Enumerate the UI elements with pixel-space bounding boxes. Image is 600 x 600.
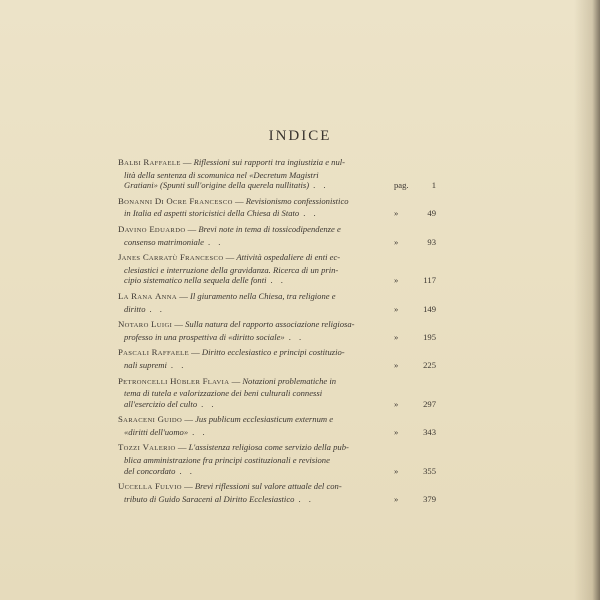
toc-page-number: 297 (423, 398, 436, 409)
toc-entry-line (118, 332, 436, 343)
toc-page-prefix: » (394, 465, 399, 476)
toc-title-text: all'esercizio del culto (124, 398, 198, 409)
toc-entry-line (118, 196, 436, 209)
toc-title-text: «diritti dell'uomo» (124, 426, 189, 437)
toc-title-text: Notazioni problematiche in (242, 375, 337, 386)
toc-entry (118, 252, 436, 286)
toc-author: TOZZI VALERIO (118, 442, 176, 453)
toc-author: JANES CARRATÙ FRANCESCO (118, 252, 224, 263)
toc-title-text: del concordato (124, 465, 176, 476)
toc-entry (118, 347, 436, 370)
toc-entry (118, 442, 436, 476)
toc-entry (118, 291, 436, 314)
toc-separator: — (232, 195, 246, 206)
toc-entry-line (118, 170, 436, 181)
toc-page-prefix: » (394, 236, 399, 247)
toc-title-text: blica amministrazione fra principi costituzionali e revisione (124, 455, 330, 466)
toc-entry-line (118, 442, 436, 455)
toc-title-text: Attività ospedaliere di enti ec- (236, 252, 341, 263)
toc-entry (118, 414, 436, 437)
toc-separator: — (180, 157, 194, 167)
toc-entry-line (118, 388, 436, 399)
toc-entry-line (118, 319, 436, 332)
toc-leader-dots: . . (192, 426, 208, 437)
page-edge-shadow (574, 0, 600, 600)
toc-author: UCCELLA FULVIO (118, 481, 182, 492)
toc-entry-line (118, 180, 436, 191)
toc-leader-dots: . . (170, 359, 187, 370)
toc-entry (118, 196, 436, 219)
toc-title-text: Brevi note in tema di tossicodipendenze e (198, 223, 341, 234)
toc-page-prefix: » (394, 303, 399, 314)
toc-entry-line (118, 291, 436, 304)
toc-separator: — (223, 252, 237, 263)
toc-entry-line (118, 347, 436, 360)
toc-entry-line (118, 360, 436, 371)
toc-separator: — (181, 481, 195, 492)
toc-entry-line (118, 494, 436, 505)
toc-separator: — (229, 375, 243, 386)
toc-page-number: 117 (423, 275, 436, 286)
toc-leader-dots: . . (288, 331, 305, 342)
toc-author: DAVINO EDUARDO (118, 223, 186, 234)
toc-page-prefix: » (394, 398, 399, 409)
toc-author: LA RANA ANNA (118, 290, 178, 301)
toc-entry-line (118, 481, 436, 494)
toc-author: PASCALI RAFFAELE (118, 347, 190, 358)
toc-leader-dots: . . (303, 208, 319, 219)
toc-leader-dots: . . (207, 236, 224, 247)
toc-entry-line (118, 224, 436, 237)
toc-leader-dots: . . (270, 275, 286, 286)
toc-title-text: in Italia ed aspetti storicistici della Chiesa di Stato (124, 208, 300, 219)
toc-page-prefix: » (394, 493, 399, 504)
toc-separator: — (172, 319, 186, 330)
table-of-contents (118, 157, 436, 509)
toc-author: BONANNI DI OCRE FRANCESCO (118, 195, 233, 206)
toc-separator: — (175, 442, 189, 453)
toc-entry-line (118, 427, 436, 438)
toc-title-text: tema di tutela e valorizzazione dei beni culturali connessi (124, 388, 323, 399)
toc-entry-line (118, 466, 436, 477)
toc-page-number: 195 (423, 331, 436, 342)
toc-author: PETRONCELLI HÜBLER FLAVIA (118, 375, 230, 386)
toc-separator: — (177, 290, 190, 301)
toc-entry (118, 376, 436, 410)
toc-separator: — (182, 414, 196, 425)
toc-page-number: 355 (423, 465, 436, 476)
toc-title-text: consenso matrimoniale (124, 236, 204, 247)
toc-entry (118, 224, 436, 247)
toc-title-text: nali supremi (124, 359, 167, 370)
toc-page-number: 1 (431, 180, 436, 191)
toc-entry-line (118, 252, 436, 265)
toc-title-text: Gratiani» (Spunti sull'origine della querela nullitatis) (124, 180, 310, 191)
index-heading: INDICE (268, 128, 332, 144)
toc-page-prefix: » (394, 426, 399, 437)
toc-page-number: 379 (423, 493, 436, 504)
toc-entry-line (118, 237, 436, 248)
toc-title-text: Riflessioni sui rapporti tra ingiustizia e nul- (193, 157, 346, 167)
toc-title-text: lità della sentenza di scomunica nel «Decretum Magistri (124, 169, 319, 180)
toc-page-number: 343 (423, 426, 436, 437)
toc-author: NOTARO LUIGI (118, 319, 173, 330)
toc-page-number: 225 (423, 359, 436, 370)
toc-title-text: clesiastici e interruzione della gravidanza. Ricerca di un prin- (124, 264, 339, 275)
toc-leader-dots: . . (313, 180, 329, 191)
toc-entry-line (118, 376, 436, 389)
toc-entry-line (118, 399, 436, 410)
toc-author: BALBI RAFFAELE (118, 157, 181, 167)
toc-entry-line (118, 208, 436, 219)
toc-page-prefix: pag. (394, 180, 409, 191)
toc-title-text: Sulla natura del rapporto associazione religiosa- (185, 319, 355, 330)
toc-entry-line (118, 304, 436, 315)
toc-page-prefix: » (394, 208, 399, 219)
toc-page-number: 49 (427, 208, 436, 219)
toc-leader-dots: . . (149, 303, 165, 314)
toc-entry-line (118, 265, 436, 276)
toc-leader-dots: . . (201, 398, 217, 409)
toc-title-text: L'assistenza religiosa come servizio della pub- (188, 442, 349, 453)
toc-separator: — (185, 223, 199, 234)
toc-entry-line (118, 157, 436, 170)
toc-entry-line (118, 414, 436, 427)
toc-page-prefix: » (394, 359, 399, 370)
toc-title-text: Revisionismo confessionistico (245, 195, 349, 206)
toc-title-text: tributo di Guido Saraceni al Diritto Ecclesiastico (124, 493, 295, 504)
toc-page-number: 149 (423, 303, 436, 314)
toc-title-text: diritto (124, 303, 146, 314)
toc-page-prefix: » (394, 331, 399, 342)
toc-entry-line (118, 455, 436, 466)
toc-entry (118, 481, 436, 504)
toc-title-text: Jus publicum ecclesiasticum externum e (195, 414, 334, 425)
toc-leader-dots: . . (298, 493, 314, 504)
toc-title-text: Brevi riflessioni sul valore attuale del con- (194, 481, 342, 492)
toc-entry-line (118, 275, 436, 286)
toc-title-text: Diritto ecclesiastico e principi costituzio- (201, 347, 345, 358)
toc-page-prefix: » (394, 275, 399, 286)
toc-title-text: professo in una prospettiva di «diritto sociale» (124, 331, 285, 342)
toc-entry (118, 319, 436, 342)
toc-author: SARACENI GUIDO (118, 414, 183, 425)
toc-title-text: Il giuramento nella Chiesa, tra religione e (190, 290, 336, 301)
toc-separator: — (189, 347, 202, 358)
toc-entry (118, 157, 436, 191)
toc-page-number: 93 (427, 236, 436, 247)
toc-leader-dots: . . (179, 465, 195, 476)
toc-title-text: cipio sistematico nella sequela delle fonti (124, 275, 267, 286)
